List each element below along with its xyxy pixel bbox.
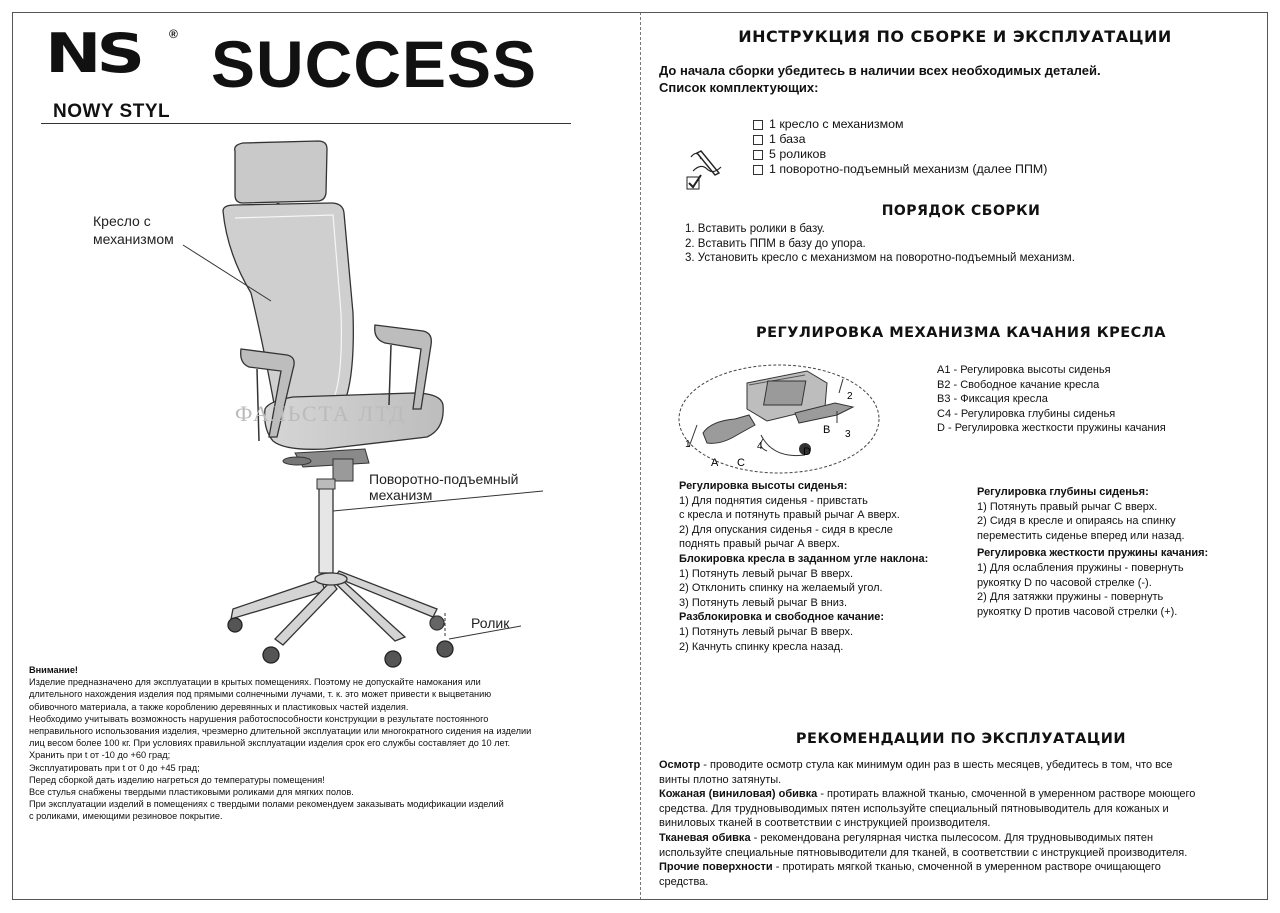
checkbox[interactable] (753, 135, 763, 145)
right-page (640, 12, 1268, 900)
height-line: 2) Для опускания сиденья - сидя в кресле (679, 523, 893, 536)
checkbox[interactable] (753, 150, 763, 160)
part-item: 5 роликов (753, 147, 1047, 162)
instructions-title: ИНСТРУКЦИЯ ПО СБОРКЕ И ЭКСПЛУАТАЦИИ (738, 27, 1172, 46)
checkbox[interactable] (753, 120, 763, 130)
warning-line: длительного нахождения изделия под прямыми солнечными лучами, т. к. это может привести к выцветанию (29, 689, 492, 700)
rec-line: виниловых тканей в соответствии с инструкцией производителя. (659, 817, 991, 830)
height-line: 1) Для поднятия сиденья - привстать (679, 494, 868, 507)
label-lift-line2: механизм (369, 487, 433, 503)
warning-line: Все стулья снабжены твердыми пластиковыми роликами для мягких полов. (29, 787, 354, 798)
legend-item: В3 - Фиксация кресла (937, 393, 1048, 406)
legend-item: В2 - Свободное качание кресла (937, 378, 1100, 391)
warning-title: Внимание! (29, 665, 78, 675)
marker-a: A (711, 457, 719, 469)
height-line: с кресла и потянуть правый рычаг А вверх. (679, 509, 900, 522)
part-item: 1 поворотно-подъемный механизм (далее ППМ) (753, 162, 1047, 177)
assembly-step: 3. Установить кресло с механизмом на поворотно-подъемный механизм. (685, 252, 1075, 264)
checkbox[interactable] (753, 165, 763, 175)
height-line: поднять правый рычаг А вверх. (679, 538, 840, 551)
rec-line: Тканевая обивка - рекомендована регулярная чистка пылесосом. Для трудновыводимых пятен (659, 831, 1154, 844)
assembly-step: 1. Вставить ролики в базу. (685, 223, 825, 235)
assembly-title: ПОРЯДОК СБОРКИ (881, 203, 1041, 219)
label-chair-line1: Кресло с (93, 213, 151, 229)
mechanism-title: РЕГУЛИРОВКА МЕХАНИЗМА КАЧАНИЯ КРЕСЛА (755, 325, 1167, 341)
unlock-line: 2) Качнуть спинку кресла назад. (679, 640, 844, 653)
warning-line: Изделие предназначено для эксплуатации в крытых помещениях. Поэтому не допускайте намокания или (29, 677, 481, 688)
depth-line: 1) Потянуть правый рычаг С вверх. (977, 500, 1158, 513)
assembly-steps (685, 222, 1075, 266)
legend-item: D - Регулировка жесткости пружины качания (937, 422, 1166, 435)
marker-d: D (803, 446, 811, 458)
intro-line1: До начала сборки убедитесь в наличии всех необходимых деталей. (659, 63, 1101, 78)
rec-line: Осмотр - проводите осмотр стула как минимум один раз в шесть месяцев, убедитесь в том, что все (659, 759, 1173, 771)
left-page (12, 12, 640, 900)
marker-3: 3 (845, 429, 851, 440)
registered-mark: ® (169, 27, 178, 41)
legend-item: С4 - Регулировка глубины сиденья (937, 407, 1116, 420)
unlock-line: 1) Потянуть левый рычаг В вверх. (679, 625, 854, 638)
rec-line: Прочие поверхности - протирать мягкой тканью, смоченной в умеренном растворе очищающего (659, 861, 1161, 874)
depth-title: Регулировка глубины сиденья: (977, 486, 1149, 498)
rec-line: средства. Для трудновыводимых пятен используйте специальный пятновыводитель для кожаных и (659, 802, 1169, 815)
marker-1: 1 (685, 439, 691, 450)
watermark: ФАЛЬСТА ЛТД (235, 401, 407, 426)
spring-line: 2) Для затяжки пружины - повернуть (977, 591, 1164, 604)
mechanism-diagram (677, 363, 883, 475)
five-star-base (231, 513, 437, 645)
pen-checklist-icon (685, 145, 735, 191)
rec-line: винты плотно затянуты. (659, 773, 782, 786)
marker-b: B (823, 424, 831, 436)
warning-line: Эксплуатировать при t от 0 до +45 град; (29, 762, 200, 773)
marker-2: 2 (847, 391, 853, 402)
marker-c: C (737, 457, 745, 469)
adjust-left-block (679, 479, 928, 654)
warning-line: лиц весом более 100 кг. При условиях правильной эксплуатации изделия срок его службы составляет до 10 лет. (29, 738, 511, 749)
rec-line: средства. (659, 875, 709, 888)
part-item: 1 база (753, 132, 1047, 147)
spring-line: рукоятку D по часовой стрелке (-). (977, 576, 1152, 589)
recommendations-block (659, 758, 1259, 889)
intro-line2: Список комплектующих: (659, 80, 819, 95)
label-wheel: Ролик (471, 615, 510, 631)
rec-line: Кожаная (виниловая) обивка - протирать влажной тканью, смоченной в умеренном растворе моющего (659, 788, 1196, 801)
mechanism-legend (937, 363, 1166, 436)
lock-title: Блокировка кресла в заданном угле наклона: (679, 552, 929, 565)
headrest (235, 141, 327, 203)
warning-line: При эксплуатации изделий в помещениях с твердыми полами рекомендуем заказывать модификации изделий (29, 799, 504, 810)
warning-line: Хранить при t от -10 до +60 град; (29, 750, 171, 761)
casters (228, 616, 453, 667)
spring-line: рукоятку D против часовой стрелки (+). (977, 605, 1178, 618)
part-item: 1 кресло с механизмом (753, 117, 1047, 132)
ns-logo: NS (45, 22, 141, 85)
spring-title: Регулировка жесткости пружины качания: (977, 547, 1209, 560)
recommendations-title: РЕКОМЕНДАЦИИ ПО ЭКСПЛУАТАЦИИ (795, 731, 1127, 747)
lock-line: 1) Потянуть левый рычаг В вверх. (679, 567, 854, 580)
label-chair-line2: механизмом (93, 231, 174, 247)
chair-illustration (13, 13, 641, 673)
lock-line: 2) Отклонить спинку на желаемый угол. (679, 582, 883, 595)
warning-line: Перед сборкой дать изделию нагреться до температуры помещения! (29, 774, 325, 785)
lock-line: 3) Потянуть левый рычаг В вниз. (679, 596, 847, 609)
warning-line: Необходимо учитывать возможность нарушения работоспособности конструкции в результате постоянного (29, 713, 489, 724)
model-title: SUCCESS (211, 27, 538, 101)
adjust-right-block (977, 485, 1208, 619)
warning-block (29, 664, 629, 823)
spring-line: 1) Для ослабления пружины - повернуть (977, 561, 1184, 574)
marker-4: 4 (757, 441, 763, 452)
depth-line: 2) Сидя в кресле и опираясь на спинку (977, 515, 1176, 528)
legend-item: А1 - Регулировка высоты сиденья (937, 364, 1111, 376)
warning-line: с роликами, имеющими резиновое покрытие. (29, 811, 223, 822)
parts-list (753, 117, 1047, 177)
brand-name: NOWY STYL (53, 101, 171, 122)
unlock-title: Разблокировка и свободное качание: (679, 611, 885, 624)
assembly-step: 2. Вставить ППМ в базу до упора. (685, 237, 866, 250)
depth-line: переместить сиденье вперед или назад. (977, 529, 1185, 542)
height-title: Регулировка высоты сиденья: (679, 480, 848, 492)
rec-line: используйте специальные пятновыводители для тканей, в соответствии с инструкцией производителя. (659, 846, 1188, 859)
warning-line: неправильного использования изделия, чрезмерно длительной эксплуатации или многократного сидения на изделии (29, 726, 532, 737)
warning-line: обивочного материала, а также короблению деревянных и пластиковых частей изделия. (29, 701, 409, 712)
label-lift-line1: Поворотно-подъемный (369, 471, 519, 487)
